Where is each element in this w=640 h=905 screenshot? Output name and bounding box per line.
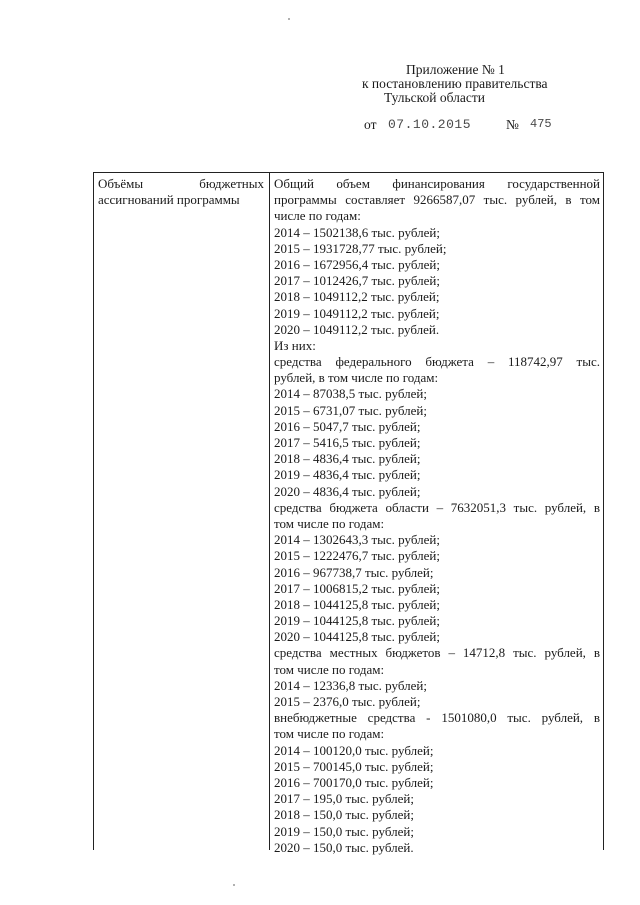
text-line: программы составляет 9266587,07 тыс. рублей, в том (274, 192, 600, 208)
text-line: 2014 – 1502138,6 тыс. рублей; (274, 224, 440, 240)
text-line: 2017 – 1006815,2 тыс. рублей; (274, 580, 440, 596)
number-value: 475 (530, 117, 552, 131)
appendix-reference: к постановлению правительства (362, 76, 548, 91)
number-label: № (506, 117, 519, 132)
scan-speck (233, 884, 235, 886)
left-cell-row: ассигнований программы (98, 192, 240, 208)
text-line: средства бюджета области – 7632051,3 тыс. рублей, в (274, 499, 600, 515)
text-line: 2018 – 1049112,2 тыс. рублей; (274, 289, 440, 305)
text-line: 2018 – 4836,4 тыс. рублей; (274, 451, 421, 467)
text-line: 2015 – 1222476,7 тыс. рублей; (274, 548, 440, 564)
text-line: 2014 – 12336,8 тыс. рублей; (274, 677, 427, 693)
text-line: 2019 – 1049112,2 тыс. рублей; (274, 305, 440, 321)
table-right-cell (274, 176, 600, 856)
appendix-title: Приложение № 1 (406, 62, 505, 77)
text-line: 2019 – 4836,4 тыс. рублей; (274, 467, 421, 483)
text-line: 2020 – 4836,4 тыс. рублей; (274, 483, 421, 499)
text-line: 2016 – 967738,7 тыс. рублей; (274, 564, 434, 580)
text-line: Общий объем финансирования государственной (274, 176, 600, 191)
text-line: 2017 – 195,0 тыс. рублей; (274, 791, 414, 807)
date-value: 07.10.2015 (388, 117, 472, 132)
text-line: числе по годам: (274, 208, 361, 224)
budget-table (93, 172, 604, 855)
text-line: Из них: (274, 337, 316, 353)
text-line: 2020 – 1049112,2 тыс. рублей. (274, 321, 440, 337)
text-line: 2014 – 100120,0 тыс. рублей; (274, 742, 434, 758)
text-line: 2017 – 5416,5 тыс. рублей; (274, 435, 421, 450)
left-cell-word: бюджетных (199, 176, 264, 191)
text-line: том числе по годам: (274, 726, 385, 742)
text-line: 2016 – 1672956,4 тыс. рублей; (274, 256, 440, 272)
text-line: средства местных бюджетов – 14712,8 тыс. рублей, в (274, 645, 600, 661)
text-line: 2015 – 1931728,77 тыс. рублей; (274, 240, 447, 256)
text-line: 2020 – 1044125,8 тыс. рублей; (274, 629, 440, 645)
text-line: 2014 – 87038,5 тыс. рублей; (274, 386, 427, 402)
text-line: 2016 – 700170,0 тыс. рублей; (274, 774, 434, 790)
text-line: 2019 – 1044125,8 тыс. рублей; (274, 613, 440, 629)
text-line: 2016 – 5047,7 тыс. рублей; (274, 418, 421, 434)
text-line: 2014 – 1302643,3 тыс. рублей; (274, 532, 440, 548)
column-divider (269, 173, 270, 850)
text-line: 2015 – 2376,0 тыс. рублей; (274, 694, 421, 709)
left-cell-word: Объёмы (98, 176, 144, 191)
appendix-region: Тульской области (384, 90, 485, 105)
scan-speck (288, 18, 290, 20)
text-line: 2020 – 150,0 тыс. рублей. (274, 839, 414, 855)
text-line: 2017 – 1012426,7 тыс. рублей; (274, 273, 440, 289)
date-label: от (364, 117, 377, 132)
text-line: средства федерального бюджета – 118742,97 тыс. (274, 354, 600, 370)
text-line: том числе по годам: (274, 661, 385, 677)
text-line: рублей, в том числе по годам: (274, 370, 439, 386)
text-line: 2015 – 700145,0 тыс. рублей; (274, 758, 434, 774)
text-line: том числе по годам: (274, 515, 385, 531)
text-line: 2018 – 150,0 тыс. рублей; (274, 807, 414, 823)
text-line: 2019 – 150,0 тыс. рублей; (274, 823, 414, 839)
left-cell-row (98, 176, 264, 192)
text-line: внебюджетные средства - 1501080,0 тыс. рублей, в (274, 710, 600, 726)
text-line: 2015 – 6731,07 тыс. рублей; (274, 402, 427, 418)
table-left-cell (98, 176, 264, 208)
text-line: 2018 – 1044125,8 тыс. рублей; (274, 596, 440, 612)
